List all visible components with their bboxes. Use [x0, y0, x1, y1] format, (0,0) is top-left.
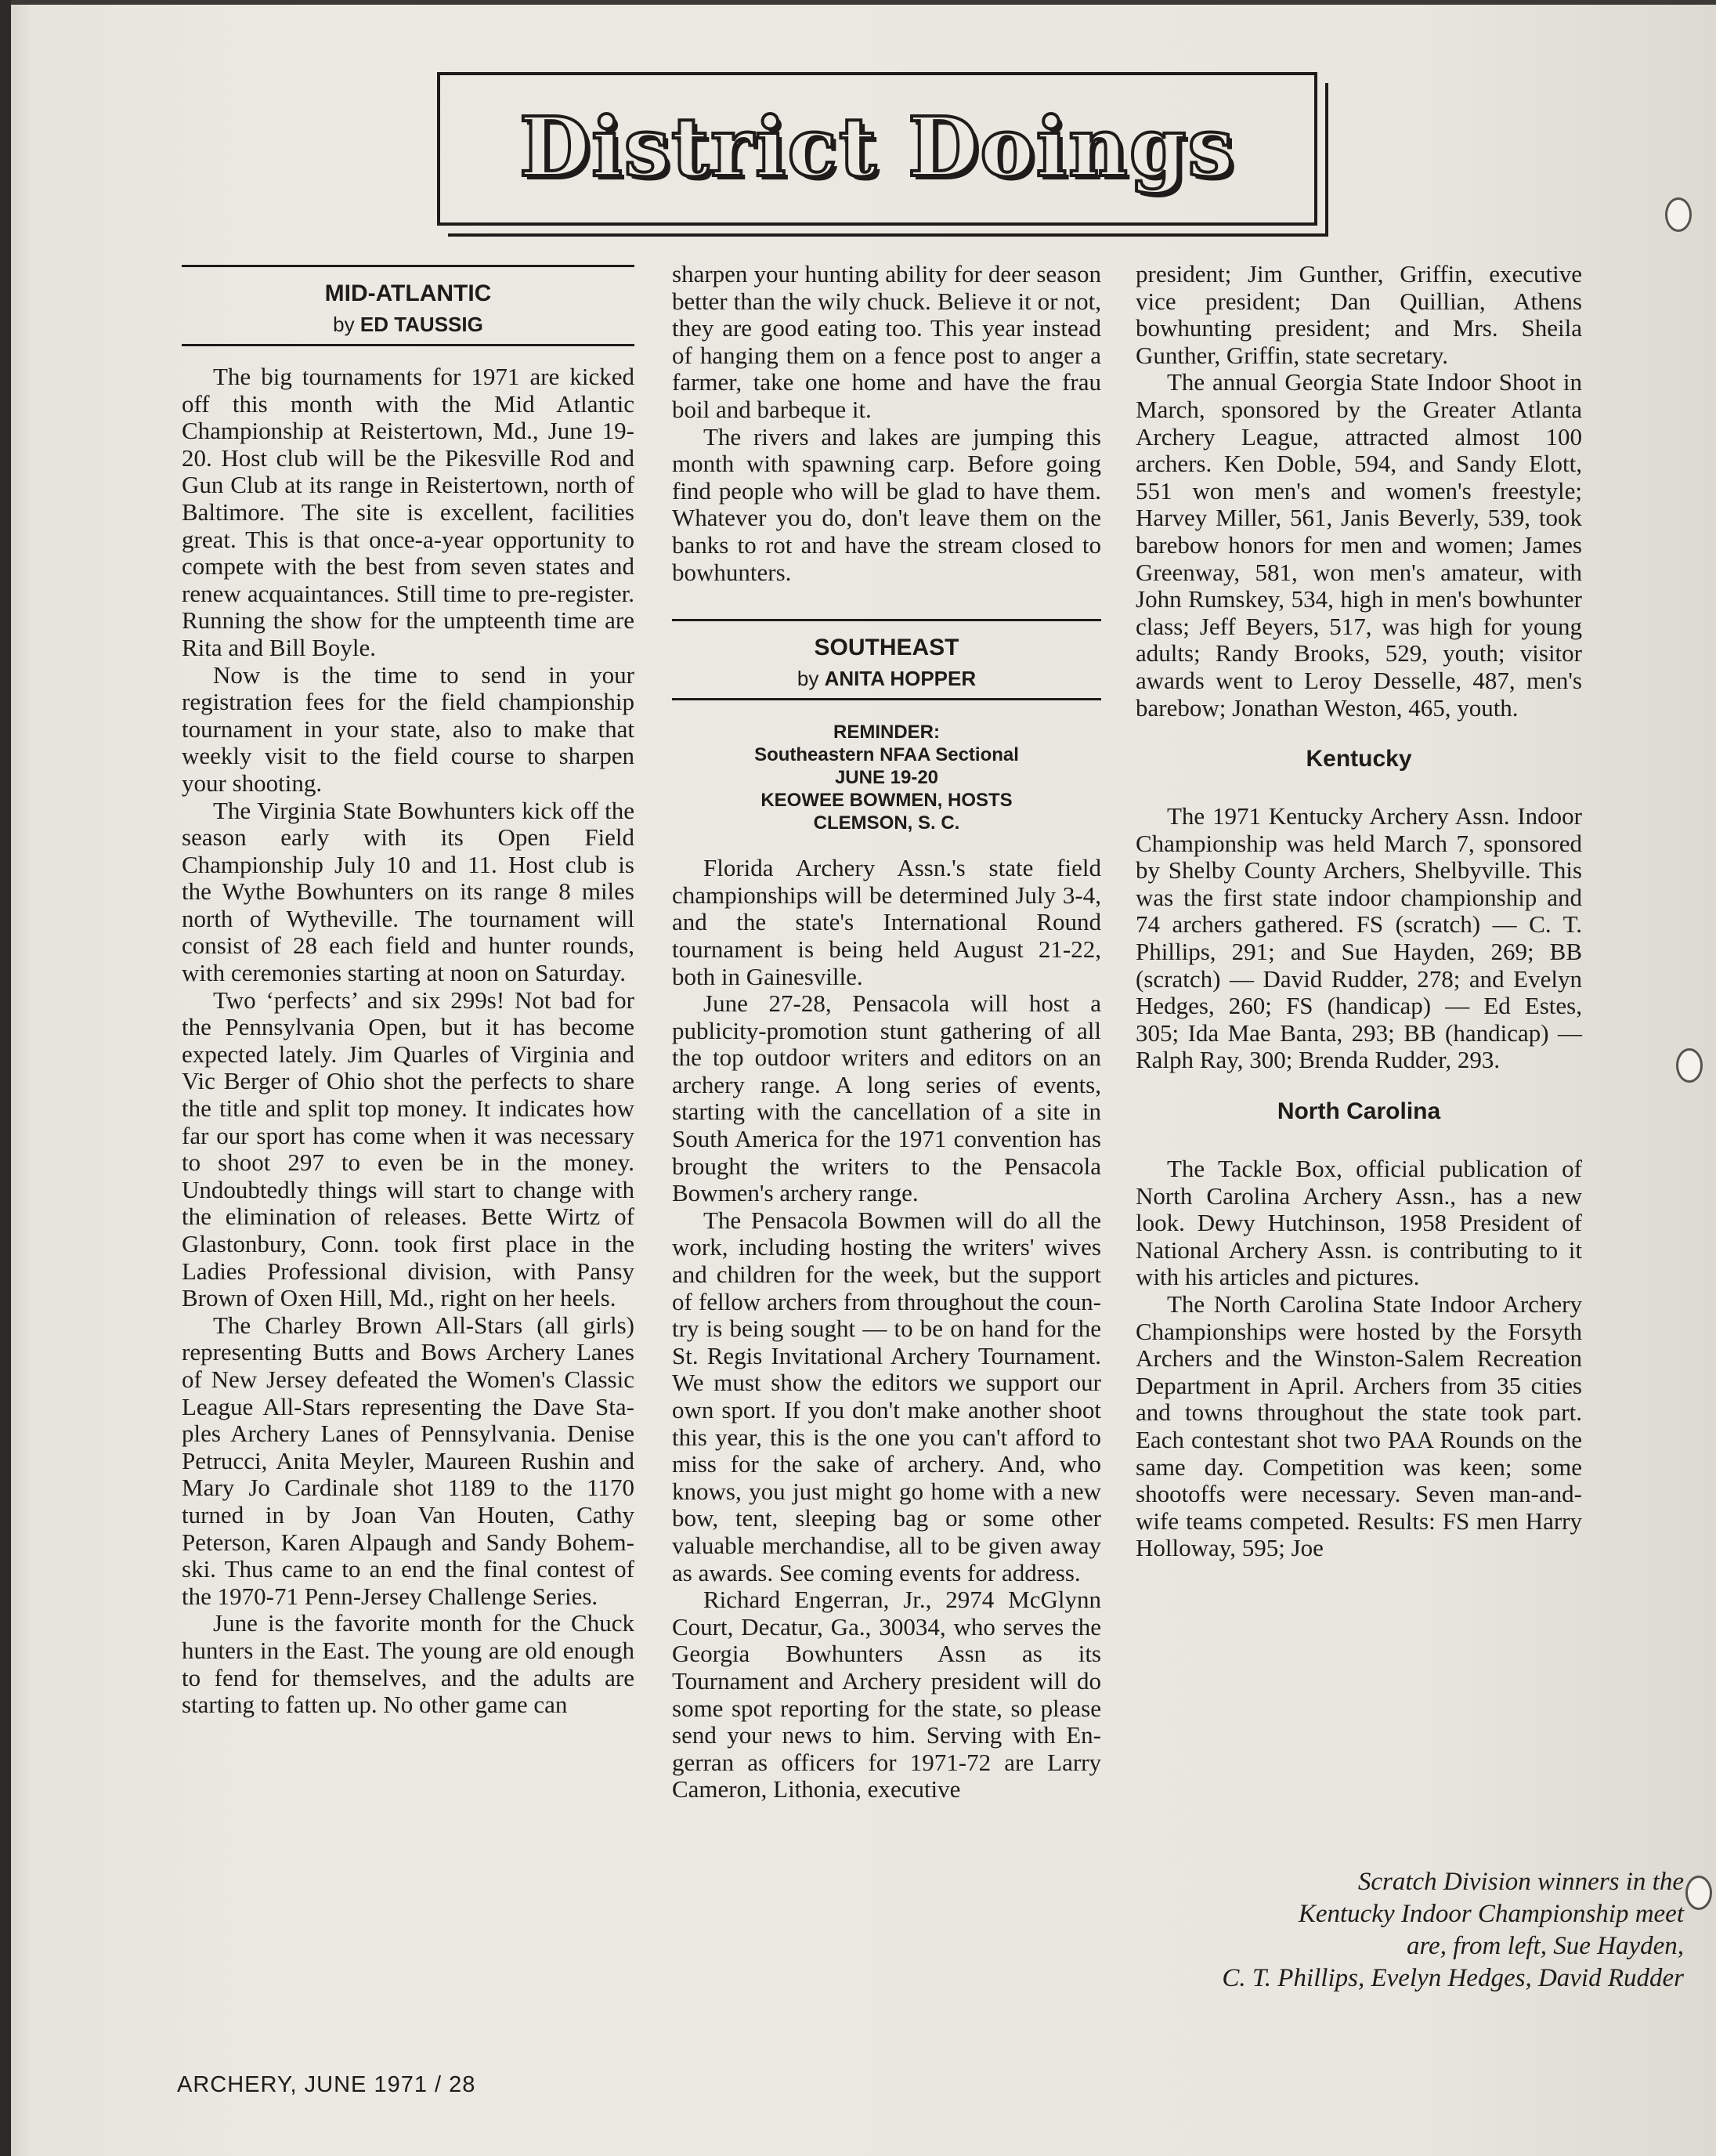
caption-line: Kentucky Indoor Championship meet	[1298, 1900, 1684, 1928]
reminder-line: KEOWEE BOWMEN, HOSTS	[760, 790, 1013, 812]
paragraph: Two ‘perfects’ and six 299s! Not bad for the Pennsylvania Open, but it has become expected lately. Jim Quarles of Virginia and Vic Berger of Ohio shot the perfects to share the title and split top money. It indicates how far our sport has come when it was necessary to shoot 297 to even be in the money. Undoubtedly things will start to change with the elimination of releases. Bette Wirtz of Glastonbury, Conn. took first place in the Ladies Professional division, with Pansy Brown of Oxen Hill, Md., right on her heels.	[182, 986, 634, 1312]
page-title: District Doings	[518, 99, 1236, 195]
binding-edge	[0, 0, 11, 2156]
southeast-header	[672, 621, 1101, 698]
paragraph-continued: president; Jim Gunther, Griffin, executive vice president; Dan Quillian, Athens bowhunting president; and Mrs. Sheila Gunther, Griffin, state secretary.	[1136, 260, 1582, 369]
section-heading-southeast: SOUTHEAST	[814, 635, 959, 661]
paragraph: Florida Archery Assn.'s state field championships will be determined July 3-4, and the state's International Round tournament is being held August 21-22, both in Gainesville.	[672, 854, 1101, 990]
title-box	[437, 72, 1317, 226]
author-name: ANITA HOPPER	[824, 667, 977, 691]
section-heading-mid-atlantic: MID-ATLANTIC	[324, 280, 492, 306]
byline-prefix: by	[333, 313, 355, 336]
paragraph: June 27-28, Pensacola will host a publicity-promotion stunt gathering of all the top outdoor writers and editors on an archery range. A long series of events, starting with the cancellation of a site in South America for the 1971 convention has brought the writers to the Pensacola Bowmen's archery range.	[672, 989, 1101, 1207]
reminder-line: CLEMSON, S. C.	[813, 812, 960, 834]
paragraph: The Charley Brown All-Stars (all girls) representing Butts and Bows Archery Lanes of New Jersey defeated the Women's Classic League All-Stars representing the Dave Staples Archery Lanes of Pennsylvania. Denise Petrucci, Anita Meyler, Maureen Rushin and Mary Jo Cardinale shot 1189 to the 1170 turned in by Joan Van Houten, Cathy Peterson, Karen Alpaugh and Sandy Bohemski. Thus came to an end the final contest of the 1970-71 Penn-Jersey Challenge Series.	[182, 1311, 634, 1610]
reminder-line: REMINDER:	[833, 722, 940, 743]
author-name: ED TAUSSIG	[359, 313, 483, 336]
paragraph: Now is the time to send in your registration fees for the field championship tournament in your state, also to make that weekly visit to the field course to sharpen your shooting.	[182, 660, 634, 797]
punch-hole-bottom	[1685, 1876, 1712, 1910]
paragraph: The Tackle Box, official publication of North Carolina Archery Assn., has a new look. Dewy Hutchinson, 1958 President of National Archery Assn. is contributing to it with his articles and pictures.	[1136, 1155, 1582, 1291]
section-heading-kentucky: Kentucky	[1306, 746, 1412, 772]
paragraph: The Virginia State Bowhunters kick off the season early with its Open Field Championship July 10 and 11. Host club is the Wythe Bowhunters on its range 8 miles north of Wytheville. The tournament will consist of 28 each field and hunter rounds, with ceremonies starting at noon on Saturday.	[182, 796, 634, 987]
page-top-edge	[0, 0, 1716, 5]
paragraph-continued: sharpen your hunting ability for deer season better than the wily chuck. Believe it or not, they are good eating too. This year instead of hanging them on a fence post to anger a farmer, take one home and have the frau boil and barbeque it.	[672, 260, 1101, 423]
byline-mid-atlantic	[182, 309, 634, 339]
reminder-line: JUNE 19-20	[834, 767, 939, 789]
section-rule-bottom	[182, 344, 634, 346]
photo-caption	[1143, 1866, 1684, 1995]
column-3	[1136, 261, 1582, 1562]
caption-line: C. T. Phillips, Evelyn Hedges, David Rudder	[1222, 1964, 1684, 1992]
paragraph: The Pensacola Bowmen will do all the work, including hosting the writers' wives and children for the week, but the support of fellow archers from throughout the country is being sought — to be on hand for the St. Regis Invitational Archery Tournament. We must show the editors we support our own sport. If you don't make another shoot this year, this is the one you can't afford to miss for the sake of archery. And, who knows, you just might go home with a new bow, tent, sleeping bag or some other valuable merchandise, all to be given away as awards. See coming events for address.	[672, 1206, 1101, 1586]
paragraph: The rivers and lakes are jumping this month with spawning carp. Before going find people who will be glad to have them. Whatever you do, don't leave them on the banks to rot and have the stream closed to bowhunters.	[672, 422, 1101, 586]
caption-line: Scratch Division winners in the	[1357, 1868, 1684, 1896]
punch-hole-middle	[1676, 1048, 1703, 1083]
mid-atlantic-header	[182, 267, 634, 344]
paragraph: The 1971 Kentucky Archery Assn. Indoor Championship was held March 7, sponsored by Shelby County Archers, Shelbyville. This was the first state indoor championship and 74 archers gathered. FS (scratch) — C. T. Phillips, 291; and Sue Hayden, 269; BB (scratch) — David Rudder, 278; and Evelyn Hedges, 260; FS (handicap) — Ed Estes, 305; Ida Mae Banta, 293; BB (handicap) — Ralph Ray, 300; Brenda Rudder, 293.	[1136, 802, 1582, 1074]
reminder-box	[672, 721, 1101, 834]
section-heading-north-carolina: North Carolina	[1277, 1098, 1441, 1125]
page-footer: ARCHERY, JUNE 1971 / 28	[177, 2072, 476, 2097]
paragraph: The big tournaments for 1971 are kicked off this month with the Mid Atlantic Championship at Reistertown, Md., June 19-20. Host club will be the Pikesville Rod and Gun Club at its range in Reistertown, north of Baltimore. The site is excellent, facilities great. This is that once-a-year opportunity to compete with the best from seven states and renew acquaintances. Still time to pre-register. Running the show for the umpteenth time are Rita and Bill Boyle.	[182, 363, 634, 661]
column-2	[672, 261, 1101, 1803]
byline-southeast	[672, 664, 1101, 693]
paragraph: June is the favorite month for the Chuck hunters in the East. The young are old enough to fend for themselves, and the adults are starting to fatten up. No other game can	[182, 1609, 634, 1719]
reminder-line: Southeastern NFAA Sectional	[754, 744, 1019, 766]
caption-line: are, from left, Sue Hayden,	[1406, 1932, 1684, 1960]
section-rule-bottom	[672, 698, 1101, 700]
byline-prefix: by	[797, 667, 819, 691]
column-1	[182, 265, 634, 1719]
paragraph: The North Carolina State Indoor Archery Championships were hosted by the Forsyth Archers and the Winston-Salem Recreation Department in April. Archers from 35 cities and towns throughout the state took part. Each contestant shot two PAA Rounds on the same day. Competition was keen; some shootoffs were necessary. Seven man-andwife teams competed. Results: FS men Harry Holloway, 595; Joe	[1136, 1290, 1582, 1562]
punch-hole-top	[1665, 197, 1692, 232]
paragraph: Richard Engerran, Jr., 2974 McGlynn Court, Decatur, Ga., 30034, who serves the Georgia Bowhunters Assn as its Tournament and Archery president will do some spot reporting for the state, so please send your news to him. Serving with Engerran as officers for 1971-72 are Larry Cameron, Lithonia, executive	[672, 1586, 1101, 1803]
paragraph: The annual Georgia State Indoor Shoot in March, sponsored by the Greater Atlanta Archery League, attracted almost 100 archers. Ken Doble, 594, and Sandy Elott, 551 won men's and women's freestyle; Harvey Miller, 561, Janis Beverly, 539, took barebow honors for men and women; James Greenway, 581, won men's amateur, with John Rumskey, 534, high in men's bowhunter class; Jeff Beyers, 517, was high for young adults; Randy Brooks, 529, youth; visitor awards went to Leroy Desselle, 487, men's barebow; Jonathan Weston, 465, youth.	[1136, 368, 1582, 722]
